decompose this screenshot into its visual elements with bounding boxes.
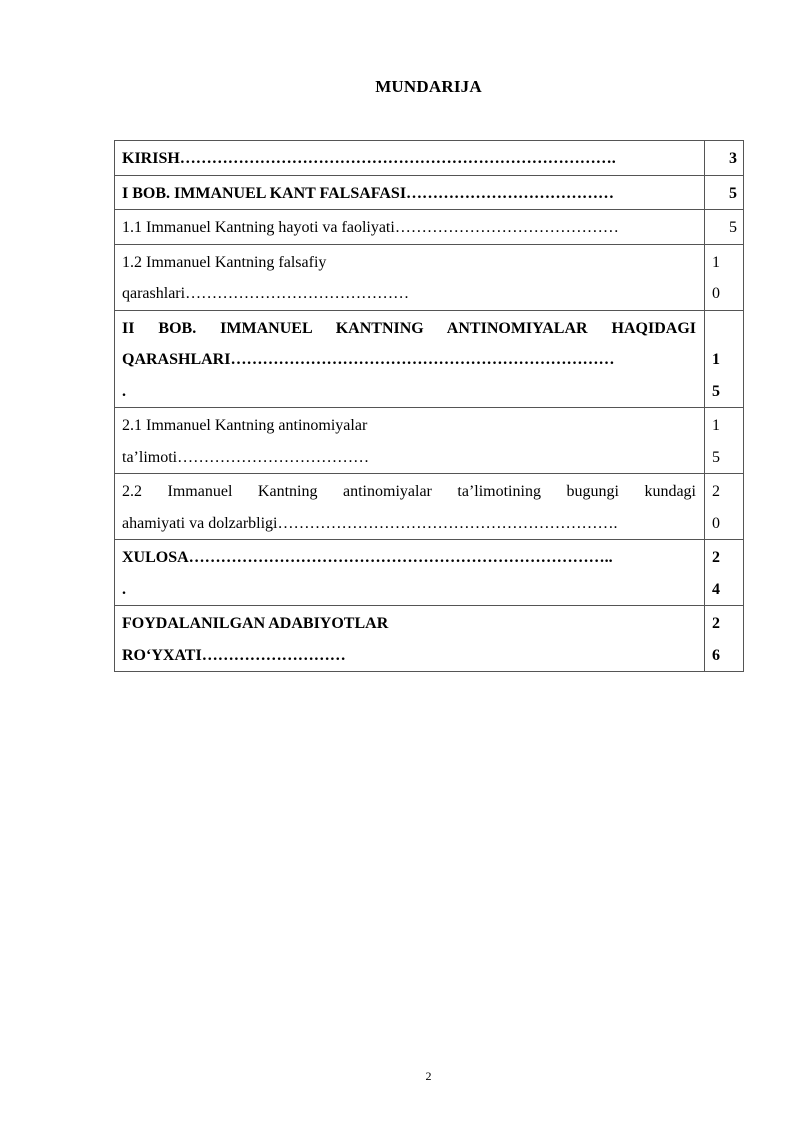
toc-entry-title [115, 141, 705, 176]
toc-entry-line: II BOB. IMMANUEL KANTNING ANTINOMIYALAR HAQIDAGI [122, 319, 696, 337]
toc-entry-line: XULOSA…………………………………………………………………….. [122, 549, 613, 566]
toc-page-digit [712, 313, 743, 345]
toc-entry-page [705, 606, 744, 672]
toc-row-bibliography[interactable] [115, 606, 744, 672]
toc-entry-line: RO‘YXATI……………………… [122, 646, 346, 664]
toc-entry-page [705, 310, 744, 408]
toc-entry-page [705, 244, 744, 310]
toc-page-digit: 1 [712, 351, 720, 368]
toc-entry-page [705, 175, 744, 210]
toc-entry-title [115, 408, 705, 474]
toc-row-section-2-1[interactable] [115, 408, 744, 474]
page-title: MUNDARIJA [375, 77, 482, 96]
toc-entry-line: . [122, 382, 126, 400]
toc-entry-line: I BOB. IMMANUEL KANT FALSAFASI………………………………… [122, 184, 615, 202]
toc-entry-line: . [122, 580, 126, 598]
toc-entry-title [115, 540, 705, 606]
toc-entry-line: 2.1 Immanuel Kantning antinomiyalar [122, 417, 368, 434]
toc-entry-line: QARASHLARI……………………………………………………………… [122, 351, 615, 368]
toc-page-digit: 6 [712, 646, 720, 664]
toc-entry-line: ta’limoti……………………………… [122, 448, 370, 466]
page-number: 2 [425, 1069, 432, 1083]
toc-entry-line: KIRISH………………………………………………………………………. [122, 150, 616, 167]
toc-entry-line: FOYDALANILGAN ADABIYOTLAR [122, 615, 389, 632]
toc-entry-line: 1.1 Immanuel Kantning hayoti va faoliyati…………………………………… [122, 219, 619, 236]
toc-row-section-1-1[interactable] [115, 210, 744, 245]
toc-page-digit: 3 [729, 150, 737, 167]
toc-entry-page [705, 540, 744, 606]
toc-row-section-2-2[interactable] [115, 474, 744, 540]
toc-entry-line: 1.2 Immanuel Kantning falsafiy [122, 253, 327, 271]
toc-row-xulosa[interactable] [115, 540, 744, 606]
toc-page-digit: 5 [729, 184, 737, 202]
toc-page-digit: 1 [712, 253, 720, 271]
toc-entry-line: qarashlari…………………………………… [122, 285, 410, 302]
toc-row-kirish[interactable] [115, 141, 744, 176]
toc-page-digit: 0 [712, 514, 720, 532]
toc-page-digit: 0 [712, 285, 720, 302]
toc-entry-title [115, 310, 705, 408]
toc-entry-title [115, 175, 705, 210]
toc-page-digit: 4 [712, 580, 720, 598]
toc-page-digit: 5 [712, 382, 720, 400]
toc-entry-page [705, 210, 744, 245]
toc-page-digit: 2 [712, 549, 720, 566]
toc-row-section-1-2[interactable] [115, 244, 744, 310]
toc-entry-page [705, 474, 744, 540]
toc-row-chapter-1[interactable] [115, 175, 744, 210]
toc-page-digit: 2 [712, 483, 720, 500]
toc-page-digit: 5 [729, 219, 737, 236]
toc-entry-title [115, 210, 705, 245]
toc-page-digit: 1 [712, 417, 720, 434]
toc-entry-page [705, 408, 744, 474]
toc-row-chapter-2[interactable] [115, 310, 744, 408]
toc-entry-title [115, 606, 705, 672]
table-of-contents [114, 140, 744, 672]
toc-entry-line: ahamiyati va dolzarbligi………………………………………………………. [122, 514, 618, 532]
toc-entry-title [115, 474, 705, 540]
toc-page-digit: 5 [712, 448, 720, 466]
toc-entry-title [115, 244, 705, 310]
toc-page-digit: 2 [712, 615, 720, 632]
toc-entry-line: 2.2 Immanuel Kantning antinomiyalar ta’limotining bugungi kundagi [122, 483, 696, 500]
toc-entry-page [705, 141, 744, 176]
